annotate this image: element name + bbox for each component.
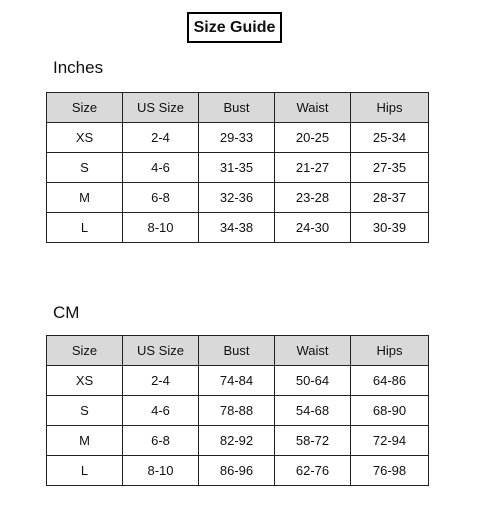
cell-hips: 64-86 <box>351 366 429 396</box>
table-row <box>47 426 429 456</box>
cell-size: XS <box>47 366 123 396</box>
cell-bust: 86-96 <box>199 456 275 486</box>
header-bust: Bust <box>199 336 275 366</box>
cell-bust: 78-88 <box>199 396 275 426</box>
table-row <box>47 153 429 183</box>
cell-waist: 58-72 <box>275 426 351 456</box>
table-row <box>47 456 429 486</box>
header-us-size: US Size <box>123 93 199 123</box>
cell-size: S <box>47 396 123 426</box>
cell-bust: 34-38 <box>199 213 275 243</box>
cell-waist: 21-27 <box>275 153 351 183</box>
cell-waist: 20-25 <box>275 123 351 153</box>
table-header-row <box>47 93 429 123</box>
table-row <box>47 396 429 426</box>
header-us-size: US Size <box>123 336 199 366</box>
cell-size: S <box>47 153 123 183</box>
inches-section-label: Inches <box>53 58 104 77</box>
cell-waist: 62-76 <box>275 456 351 486</box>
table-row <box>47 366 429 396</box>
header-waist: Waist <box>275 93 351 123</box>
page-title: Size Guide <box>187 12 282 43</box>
cell-size: M <box>47 183 123 213</box>
cell-hips: 25-34 <box>351 123 429 153</box>
cell-bust: 74-84 <box>199 366 275 396</box>
cm-size-table <box>46 335 429 486</box>
header-waist: Waist <box>275 336 351 366</box>
header-size: Size <box>47 336 123 366</box>
cell-size: L <box>47 456 123 486</box>
cell-bust: 32-36 <box>199 183 275 213</box>
header-hips: Hips <box>351 336 429 366</box>
table-row <box>47 183 429 213</box>
cell-us-size: 4-6 <box>123 153 199 183</box>
table-row <box>47 213 429 243</box>
cell-bust: 31-35 <box>199 153 275 183</box>
cell-us-size: 8-10 <box>123 213 199 243</box>
cell-hips: 72-94 <box>351 426 429 456</box>
cell-waist: 24-30 <box>275 213 351 243</box>
cell-hips: 30-39 <box>351 213 429 243</box>
cell-us-size: 2-4 <box>123 123 199 153</box>
cell-us-size: 2-4 <box>123 366 199 396</box>
cell-size: XS <box>47 123 123 153</box>
cell-size: L <box>47 213 123 243</box>
cell-us-size: 4-6 <box>123 396 199 426</box>
cell-size: M <box>47 426 123 456</box>
cell-hips: 27-35 <box>351 153 429 183</box>
cell-waist: 54-68 <box>275 396 351 426</box>
header-bust: Bust <box>199 93 275 123</box>
cell-bust: 29-33 <box>199 123 275 153</box>
cell-hips: 76-98 <box>351 456 429 486</box>
cell-waist: 50-64 <box>275 366 351 396</box>
cell-bust: 82-92 <box>199 426 275 456</box>
cell-us-size: 6-8 <box>123 426 199 456</box>
cell-us-size: 8-10 <box>123 456 199 486</box>
inches-size-table <box>46 92 429 243</box>
cell-hips: 28-37 <box>351 183 429 213</box>
table-header-row <box>47 336 429 366</box>
cell-waist: 23-28 <box>275 183 351 213</box>
cell-us-size: 6-8 <box>123 183 199 213</box>
table-row <box>47 123 429 153</box>
cell-hips: 68-90 <box>351 396 429 426</box>
header-size: Size <box>47 93 123 123</box>
cm-section-label: CM <box>53 303 80 322</box>
header-hips: Hips <box>351 93 429 123</box>
